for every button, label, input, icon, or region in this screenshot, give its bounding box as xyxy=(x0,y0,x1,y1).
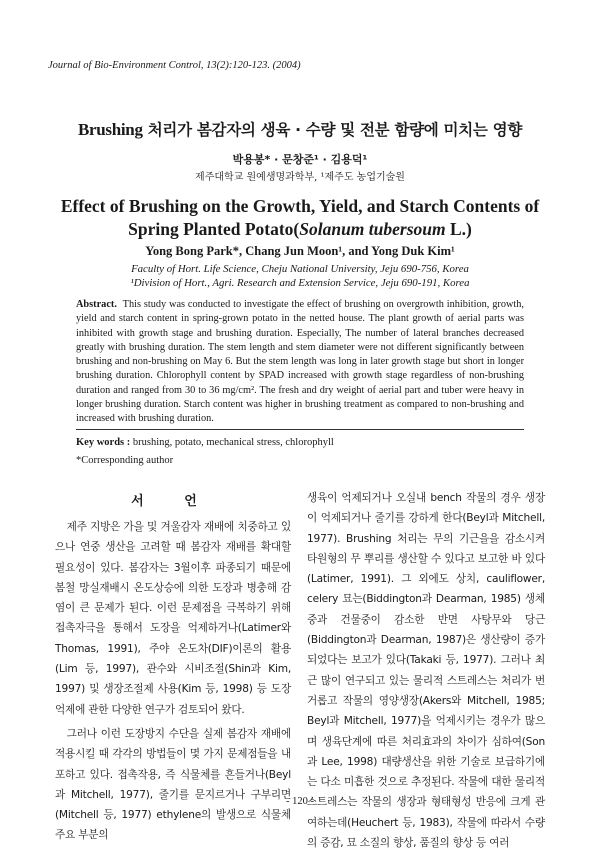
english-title-line1: Effect of Brushing on the Growth, Yield, and Starch Contents of xyxy=(60,196,540,216)
english-authors: Yong Bong Park*, Chang Jun Moon¹, and Yong Duk Kim¹ xyxy=(145,244,455,258)
paragraph: 그러나 이런 도장방지 수단을 실제 봄감자 재배에 적용시킬 때 각각의 방법들이 몇 가지 문제점들을 내포하고 있다. 접촉작용, 즉 식물체를 흔들거나(Beyl과 Mitchell, 1977), 줄기를 문지르거나 구부리면(Mitchell 등, 1977) ethylene의 발생으로 식물체 주요 부분의 xyxy=(55,727,291,842)
paragraph: 제주 지방은 가을 및 겨울감자 재배에 치중하고 있으나 연중 생산을 고려할 때 봄감자 재배를 확대할 필요성이 있다. 봄감자는 3월이후 파종되기 때문에 봄철 망실재배시 온도상승에 의한 도장과 병충해 감염이 큰 문제가 된다. 이런 문제점을 극복하기 위해 접촉자극을 통해서 도장을 억제하거나(Latimer와 Thomas, 1991), 주야 온도차(DIF)이론의 활용(Lim 등, 1997), 관수와 시비조절(Shin과 Kim, 1997) 및 생장조절제 사용(Kim 등, 1998) 등 도장 억제에 관한 다양한 연구가 검토되어 왔다. xyxy=(55,521,291,716)
paragraph: 생육이 억제되거나 오실내 bench 작물의 경우 생장이 억제되거나 줄기를 강하게 한다(Beyl과 Mitchell, 1977). Brushing 처리는 무의 기근을을 감소시켜 타원형의 무 뿌리를 생산할 수 있다고 보고한 바 있다(Latimer, 1991). 그 외에도 상치, cauliflower, celery 묘는(Biddington과 Dearman, 1985) 생체중과 건물중이 감소한 반면 사탕무와 당근(Biddington과 Dearman, 1987)은 생산량이 증가되었다는 보고가 있다(Takaki 등, 1977). 그러나 최근 많이 연구되고 있는 물리적 스트레스는 처리가 번거롭고 작물의 영양생장(Akers와 Mitchell, 1985; Beyl과 Mitchell, 1977)을 억제시키는 경우가 많으며 생육단계에 따른 처리효과의 차이가 심하여(Son과 Lee, 1998) 대량생산을 위한 기술로 보급하기에는 다소 미흡한 것으로 추정된다. 작물에 대한 물리적 스트레스는 작물의 생장과 형태형성 반응에 크게 관여하는데(Heuchert 등, 1983), 작물에 따라서 수량의 증감, 묘 소질의 향상, 품질의 향상 등 여러 xyxy=(307,492,545,850)
english-affiliation-1: Faculty of Hort. Life Science, Cheju National University, Jeju 690-756, Korea xyxy=(131,263,469,275)
keywords-text: brushing, potato, mechanical stress, chlorophyll xyxy=(130,437,334,448)
page-number: - 120 - xyxy=(286,796,314,807)
section-heading: 서 언 xyxy=(131,494,215,509)
korean-affiliation: 제주대학교 원예생명과학부, ¹제주도 농업기술원 xyxy=(195,172,405,183)
title-line2-suffix: L.) xyxy=(445,219,472,239)
abstract xyxy=(76,298,524,427)
divider xyxy=(76,429,524,430)
abstract-text: This study was conducted to investigate the effect of brushing on overgrowth inhibition, growth, yield and starch content in spring-grown potato in the netted house. The plant growth of aerial parts was inhibited with growth stage and brushing duration. Especially, The number of lateral branches decreased greatly with brushing duration. The stem length and stem diameter were not different significantly between brushing and non-brushing on May 6. But the stem length was long in later growth stage but short in longer brushing duration. Chlorophyll content by SPAD increased with growth stage regardless of non-brushing duration and ranged from 30 to 36 mg/cm². The fresh and dry weight of aerial part and tuber were heavy in longer brushing duration. Starch content was higher in brushing treatment as compared to non-brushing and increased with brushing duration. xyxy=(76,299,524,425)
english-title xyxy=(30,195,570,241)
keywords-label: Key words : xyxy=(76,437,131,448)
korean-authors: 박용봉* · 문창준¹ · 김용덕¹ xyxy=(232,153,368,166)
korean-title-rest: 처리가 봄감자의 생육 · 수량 및 전분 함량에 미치는 영향 xyxy=(142,121,523,139)
english-title-line2 xyxy=(30,218,570,241)
journal-citation: Journal of Bio-Environment Control, 13(2):120-123. (2004) xyxy=(48,60,301,71)
title-line2-prefix: Spring Planted Potato( xyxy=(128,219,300,239)
abstract-label: Abstract. xyxy=(76,299,117,310)
scientific-name: Solanum tubersoum xyxy=(299,219,446,239)
keywords xyxy=(76,437,334,448)
corresponding-author-note: *Corresponding author xyxy=(76,455,174,466)
english-affiliation-2: ¹Division of Hort., Agri. Research and Extension Service, Jeju 690-191, Korea xyxy=(130,277,470,289)
korean-title-en-word: Brushing xyxy=(77,120,143,139)
korean-title xyxy=(0,118,600,140)
